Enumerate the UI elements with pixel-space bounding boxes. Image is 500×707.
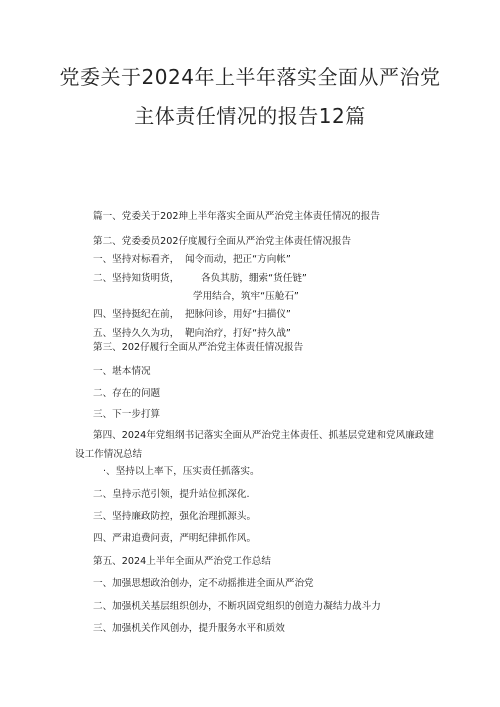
toc-item-3-sub-3: 三、下一步打算	[93, 409, 161, 420]
toc-item-3-sub-2: 二、存在的问题	[93, 388, 161, 399]
toc-item-4-sub-2: 二、皇持示范引领，提升站位抓深化.	[93, 489, 250, 500]
toc-item-4-line-1: 第四、2024年党组纲书记落实全面从严治党主体责任、抓基层党建和党风廉政建	[93, 430, 435, 441]
sub-item-5-text: 靶向治疗，打好“持久战”	[185, 328, 291, 339]
sub-item-4-text: 把脉问诊，用好“扫描仪”	[185, 309, 291, 320]
toc-item-3: 第三、202仔履行全面从严治党主体责任情况报告	[93, 342, 304, 353]
toc-item-4-sub-3: 三、坚持廉政防控，强化治理抓源头。	[93, 511, 257, 522]
sub-item-2-label: 二、坚持知货明货，	[93, 273, 180, 284]
toc-item-2: 第二、党委委员202仔度履行全面从严治党主体责任情况报告	[93, 236, 352, 247]
document-title-line-2: 主体责任情况的报告12篇	[134, 104, 366, 128]
toc-item-5-sub-1: 一、加强思想政治创办，定不动摇推进全面从严治党	[93, 578, 314, 589]
toc-item-5: 第五、2024上半年全面从严治党工作总结	[93, 556, 271, 567]
sub-item-2-text: 各负其肪，绷索“货任链”	[201, 273, 307, 284]
toc-item-4-sub-1: ·、坚持以上率下，压实责任抓落实。	[103, 466, 260, 477]
sub-item-3-text: 学用结合，筑牢“压舱石”	[193, 291, 299, 302]
sub-item-5-label: 五、坚持久久为功，	[93, 328, 180, 339]
document-title-line-1: 党委关于2024年上半年落实全面从严治党	[59, 65, 441, 89]
sub-item-1-label: 一、坚持对标看齐，	[93, 254, 180, 265]
toc-item-1: 篇一、党委关于202珅上半年落实全面从严治党主体责任情况的报告	[93, 211, 380, 222]
sub-item-1-text: 闻令而动，把正“方向帐”	[185, 254, 291, 265]
toc-item-5-sub-3: 三、加强机关作风创办，提升服务水平和质效	[93, 623, 285, 634]
toc-item-4-line-2: 设工作情况总结	[75, 449, 143, 460]
toc-item-5-sub-2: 二、加强机关基层组织创办，不断巩固党组织的创造力凝结力战斗力	[93, 601, 381, 612]
toc-item-3-sub-1: 一、堪本情况	[93, 366, 151, 377]
toc-item-4-sub-4: 四、严肃追费问责，严明纪律抓作风。	[93, 533, 257, 544]
sub-item-4-label: 四、坚持挺纪在前，	[93, 309, 180, 320]
